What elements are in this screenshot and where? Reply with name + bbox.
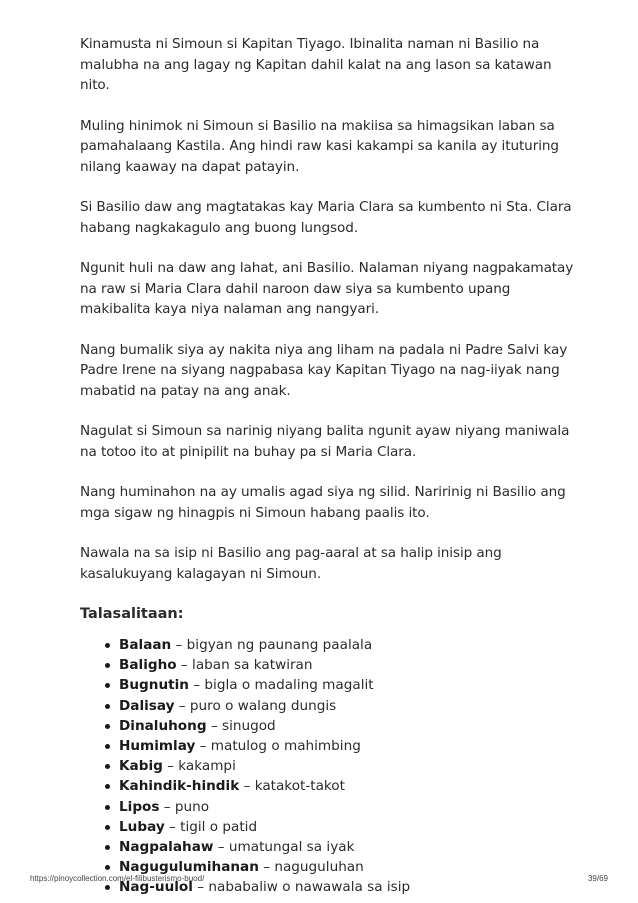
bullet-icon <box>105 784 110 789</box>
vocab-term: Nagpalahaw <box>119 839 214 856</box>
vocab-term: Baligho <box>119 657 177 674</box>
page-number: 39/69 <box>587 874 608 883</box>
vocab-term: Kahindik-hindik <box>119 778 240 795</box>
paragraph: Kinamusta ni Simoun si Kapitan Tiyago. Ibinalita naman ni Basilio na malubha na ang lagay ng Kapitan dahil kalat na ang lason sa katawan nito. <box>80 36 552 93</box>
vocab-term: Humimlay <box>119 738 196 755</box>
vocab-definition: – kakampi <box>162 758 236 775</box>
vocab-heading: Talasalitaan: <box>80 606 184 622</box>
footer-url[interactable]: https://pinoycollection.com/el-filibusterismo-buod/ <box>30 874 205 883</box>
vocab-term: Dalisay <box>119 697 175 714</box>
vocab-definition: – katakot-takot <box>239 778 345 795</box>
vocab-item <box>105 837 580 857</box>
vocab-item <box>105 797 580 817</box>
bullet-icon <box>105 764 110 769</box>
bullet-icon <box>105 885 110 890</box>
vocab-definition: – bigyan ng paunang paalala <box>171 637 373 653</box>
paragraph: Nagulat si Simoun sa narinig niyang balita ngunit ayaw niyang maniwala na totoo ito at pinipilit na buhay pa si Maria Clara. <box>80 423 570 460</box>
paragraph: Nang huminahon na ay umalis agad siya ng silid. Naririnig ni Basilio ang mga sigaw ng hinagpis ni Simoun habang paalis ito. <box>80 484 566 521</box>
vocab-term: Balaan <box>119 637 172 653</box>
vocab-definition: – nababaliw o nawawala sa isip <box>192 879 411 896</box>
vocab-term: Kabig <box>119 758 163 775</box>
vocab-definition: – matulog o mahimbing <box>195 738 361 755</box>
page-footer <box>30 874 608 883</box>
bullet-icon <box>105 825 110 830</box>
bullet-icon <box>105 744 110 749</box>
vocab-definition: – puro o walang dungis <box>174 697 337 714</box>
vocab-item <box>105 696 580 716</box>
vocab-definition: – laban sa katwiran <box>176 657 313 674</box>
bullet-icon <box>105 683 110 688</box>
vocab-definition: – puno <box>159 798 210 815</box>
bullet-icon <box>105 865 110 870</box>
bullet-icon <box>105 643 110 648</box>
vocab-list <box>80 635 580 898</box>
vocab-item <box>105 817 580 837</box>
bullet-icon <box>105 724 110 729</box>
paragraph: Ngunit huli na daw ang lahat, ani Basilio. Nalaman niyang nagpakamatay na raw si Maria Clara dahil naroon daw siya sa kumbento upang makibalita kaya niya nalaman ang nangyari. <box>80 260 574 317</box>
vocab-item <box>105 675 580 695</box>
vocab-definition: – umatungal sa iyak <box>213 839 355 856</box>
vocab-item <box>105 716 580 736</box>
bullet-icon <box>105 845 110 850</box>
bullet-icon <box>105 805 110 810</box>
vocab-term: Dinaluhong <box>119 717 207 734</box>
bullet-icon <box>105 704 110 709</box>
vocab-definition: – bigla o madaling magalit <box>188 677 374 694</box>
paragraph: Nang bumalik siya ay nakita niya ang liham na padala ni Padre Salvi kay Padre Irene na siyang nagpabasa kay Kapitan Tiyago na nag-iiyak nang mabatid na patay na ang anak. <box>80 341 568 399</box>
vocab-term: Bugnutin <box>119 677 189 694</box>
vocab-item <box>105 736 580 756</box>
vocab-item <box>105 655 580 675</box>
bullet-icon <box>105 663 110 668</box>
vocab-definition: – sinugod <box>206 717 276 734</box>
paragraph: Muling hinimok ni Simoun si Basilio na makiisa sa himagsikan laban sa pamahalaang Kastila. Ang hindi raw kasi kakampi sa kanila ay ituturing nilang kaaway na dapat patayin. <box>80 117 559 175</box>
vocab-term: Nagugulumihanan <box>119 859 259 876</box>
vocab-term: Nag-uulol <box>119 879 193 896</box>
vocab-item <box>105 756 580 776</box>
vocab-term: Lipos <box>119 798 160 815</box>
paragraph: Nawala na sa isip ni Basilio ang pag-aaral at sa halip inisip ang kasalukuyang kalagayan ni Simoun. <box>80 545 502 582</box>
vocab-definition: – tigil o patid <box>164 818 258 835</box>
paragraph: Si Basilio daw ang magtatakas kay Maria Clara sa kumbento ni Sta. Clara habang nagkakagulo ang buong lungsod. <box>80 199 572 236</box>
vocab-definition: – naguguluhan <box>258 859 364 876</box>
vocab-item <box>105 635 580 655</box>
vocab-item <box>105 776 580 796</box>
vocab-term: Lubay <box>119 818 165 835</box>
document-body <box>80 34 580 898</box>
